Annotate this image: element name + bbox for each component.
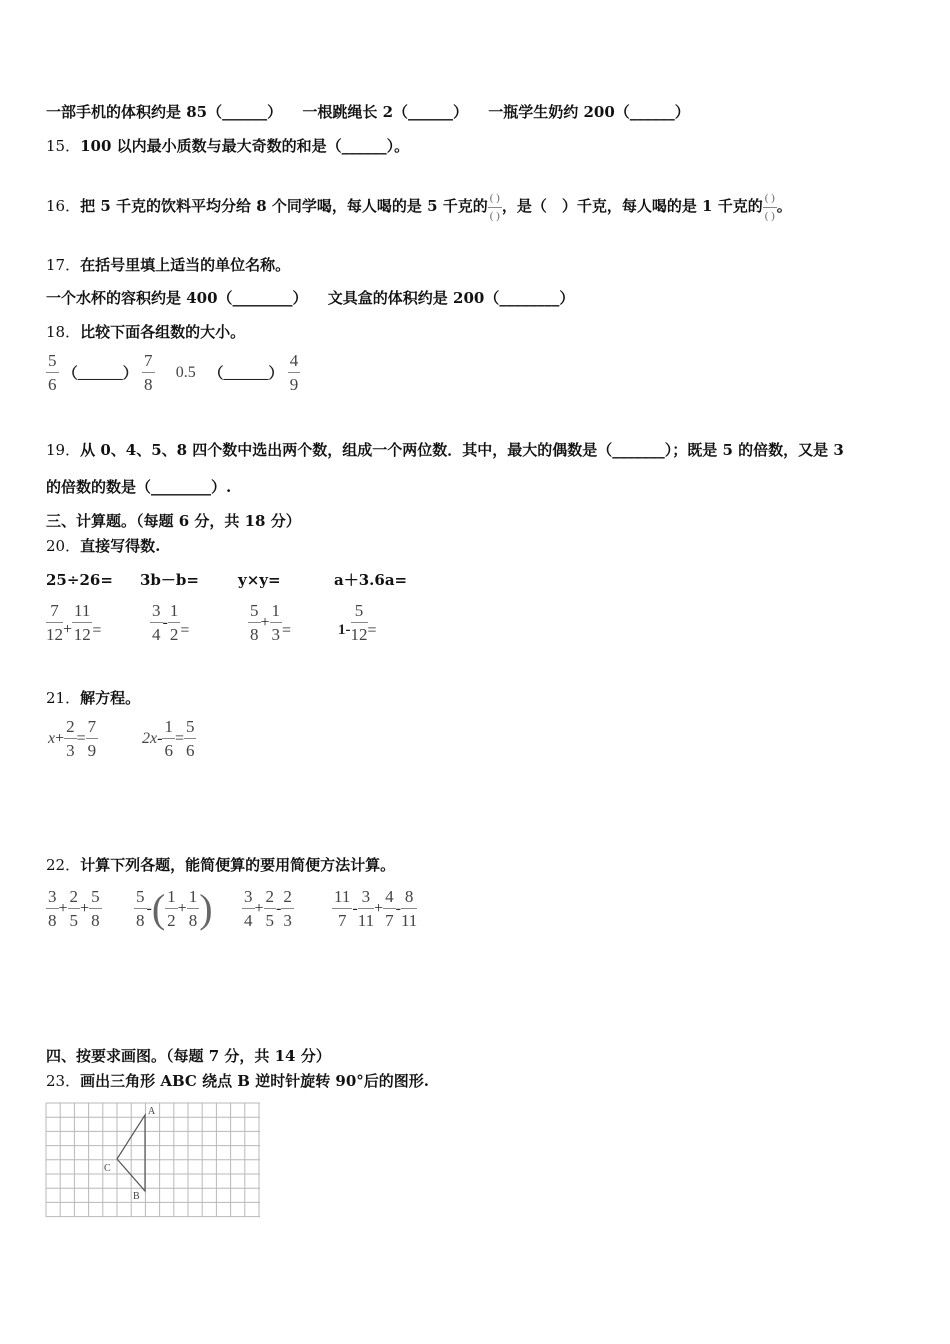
expr-1: 25÷26= xyxy=(46,571,113,589)
fraction: $\frac{2}{3}$ xyxy=(283,887,292,930)
fraction: $\frac{7}{9}$ xyxy=(87,717,97,760)
fraction: $\frac{3}{4}$ xyxy=(244,887,253,930)
calc-expr-2: $\frac{5}{8}$ -( $\frac{1}{2}$ + $\frac{1}{8}$ ) xyxy=(136,885,213,931)
plus-sign: + xyxy=(63,620,73,638)
left-paren: ( xyxy=(151,885,166,931)
fraction-5-6: $\frac{5}{6}$ xyxy=(48,351,57,394)
fraction: $\frac{1}{2}$ xyxy=(167,887,176,930)
fraction-calc-2 xyxy=(150,602,189,643)
section-title: 三、计算题。（每题 6 分，共 18 分） xyxy=(46,512,301,530)
fill-blank-cup: 一个水杯的容积约是 400（________） xyxy=(46,289,308,307)
fraction: $\frac{1}{8}$ xyxy=(188,887,198,930)
calc-expr-4: $\frac{11}{7}$ - $\frac{3}{11}$ + $\frac{4}{7}$ - $\frac{8}{11}$ xyxy=(334,887,418,930)
question-text: 计算下列各题，能简便算的要用简便方法计算。 xyxy=(80,856,396,874)
question-number: 23． xyxy=(46,1072,81,1090)
fraction: $\frac{3}{11}$ xyxy=(357,887,375,930)
label-a: A xyxy=(148,1106,156,1117)
compare-row xyxy=(46,352,300,393)
fraction-calc-4 xyxy=(338,602,377,643)
question-16 xyxy=(46,176,792,236)
fraction: $\frac{11}{12}$ xyxy=(73,601,91,644)
fill-blank-rope: 一根跳绳长 2（______） xyxy=(302,103,469,121)
variable-x: x xyxy=(48,729,56,747)
fraction: $\frac{1}{3}$ xyxy=(271,601,281,644)
section-title: 四、按要求画图。（每题 7 分，共 14 分） xyxy=(46,1047,331,1065)
question-text-2: ，是（ ）千克，每人喝的是 1 千克的 xyxy=(501,197,763,215)
question-21 xyxy=(46,688,140,708)
fraction: $\frac{1}{2}$ xyxy=(169,601,179,644)
fraction: $\frac{7}{12}$ xyxy=(46,601,63,644)
question-number: 18． xyxy=(46,323,81,341)
compare-blank-2: （______） xyxy=(208,366,284,382)
calc-expr-1: $\frac{3}{8}$ + $\frac{2}{5}$ + $\frac{5}{8}$ xyxy=(48,887,100,930)
question-17 xyxy=(46,255,290,275)
question-number: 22． xyxy=(46,856,81,874)
fraction: $\frac{5}{8}$ xyxy=(136,887,145,930)
question-text-3: 。 xyxy=(776,197,792,215)
fill-blank-pencilcase: 文具盒的体积约是 200（________） xyxy=(327,289,575,307)
question-number: 17． xyxy=(46,256,81,274)
fraction-4-9: $\frac{4}{9}$ xyxy=(289,351,299,394)
question-number: 19． xyxy=(46,441,81,459)
equals-sign: = xyxy=(367,621,377,639)
fraction: $\frac{5}{12}$ xyxy=(350,601,368,644)
decimal-0-5: 0.5 xyxy=(175,363,196,381)
question-text: 解方程。 xyxy=(80,689,141,707)
compare-blank-1: （______） xyxy=(62,366,138,382)
question-number: 20． xyxy=(46,537,81,555)
one-minus: 1- xyxy=(338,622,351,638)
variable-2x: 2x xyxy=(142,729,158,747)
fraction: $\frac{4}{7}$ xyxy=(385,887,394,930)
fraction: $\frac{11}{7}$ xyxy=(334,887,351,930)
question-19 xyxy=(46,440,844,460)
expr-3: y×y= xyxy=(238,571,281,589)
question-text: 画出三角形 ABC 绕点 B 逆时针旋转 90°后的图形. xyxy=(80,1072,430,1090)
fraction-7-8: $\frac{7}{8}$ xyxy=(144,351,153,394)
question-17-line2 xyxy=(46,288,574,308)
question-number: 16． xyxy=(46,197,81,215)
fraction-calc-1 xyxy=(46,602,101,643)
grid-lines xyxy=(46,1103,260,1217)
question-number: 15． xyxy=(46,137,81,155)
equals-sign: = xyxy=(180,621,190,639)
question-19-line2 xyxy=(46,477,231,497)
minus-sign: - xyxy=(162,613,168,631)
fraction: $\frac{2}{5}$ xyxy=(69,887,79,930)
fraction: $\frac{3}{8}$ xyxy=(48,887,57,930)
fraction-calc-3 xyxy=(248,602,291,643)
expr-2: 3b－b= xyxy=(140,571,199,589)
fraction: $\frac{8}{11}$ xyxy=(400,887,418,930)
section-3-heading xyxy=(46,511,301,531)
fraction: $\frac{5}{8}$ xyxy=(250,601,259,644)
question-text: 把 5 千克的饮料平均分给 8 个同学喝，每人喝的是 5 千克的 xyxy=(80,197,488,215)
question-23 xyxy=(46,1071,429,1091)
oral-calc-row xyxy=(46,570,407,590)
equation-1: x+ $\frac{2}{3}$ = $\frac{7}{9}$ xyxy=(48,717,97,760)
plus-sign: + xyxy=(260,613,270,631)
equals-sign: = xyxy=(282,621,292,639)
question-text: 在括号里填上适当的单位名称。 xyxy=(80,256,291,274)
expr-4: a＋3.6a= xyxy=(334,571,408,589)
fraction: $\frac{5}{6}$ xyxy=(185,717,195,760)
question-text-2: 的倍数的数是（________）. xyxy=(46,478,232,496)
fill-blank-phone: 一部手机的体积约是 85（______） xyxy=(46,103,283,121)
question-text: 比较下面各组数的大小。 xyxy=(80,323,246,341)
question-15 xyxy=(46,136,409,156)
calc-expr-3: $\frac{3}{4}$ + $\frac{2}{5}$ - $\frac{2}{3}$ xyxy=(244,887,292,930)
question-20 xyxy=(46,536,160,556)
question-text: 100 以内最小质数与最大奇数的和是（______）。 xyxy=(80,137,410,155)
fraction: $\frac{1}{6}$ xyxy=(164,717,173,760)
question-number: 21． xyxy=(46,689,81,707)
label-b: B xyxy=(133,1191,140,1202)
grid-figure xyxy=(45,1102,261,1218)
fraction-blank-2: $\frac{( )}{( )}$ xyxy=(764,191,775,222)
label-c: C xyxy=(104,1163,111,1174)
question-text: 直接写得数. xyxy=(80,537,161,555)
equation-2: 2x- $\frac{1}{6}$ = $\frac{5}{6}$ xyxy=(142,717,195,760)
section-4-heading xyxy=(46,1046,331,1066)
fraction: $\frac{3}{4}$ xyxy=(152,601,161,644)
fill-blank-milk: 一瓶学生奶约 200（______） xyxy=(488,103,690,121)
top-line xyxy=(46,102,690,122)
right-paren: ) xyxy=(199,885,213,931)
fraction: $\frac{5}{8}$ xyxy=(91,887,100,930)
question-18 xyxy=(46,322,245,342)
fraction: $\frac{2}{5}$ xyxy=(265,887,275,930)
question-22 xyxy=(46,855,395,875)
fraction: $\frac{2}{3}$ xyxy=(66,717,75,760)
equals-sign: = xyxy=(92,621,102,639)
fraction-blank: $\frac{( )}{( )}$ xyxy=(489,191,500,222)
question-text: 从 0、4、5、8 四个数中选出两个数，组成一个两位数．其中，最大的偶数是（_______）；既是 5 的倍数，又是 3 xyxy=(80,441,844,459)
